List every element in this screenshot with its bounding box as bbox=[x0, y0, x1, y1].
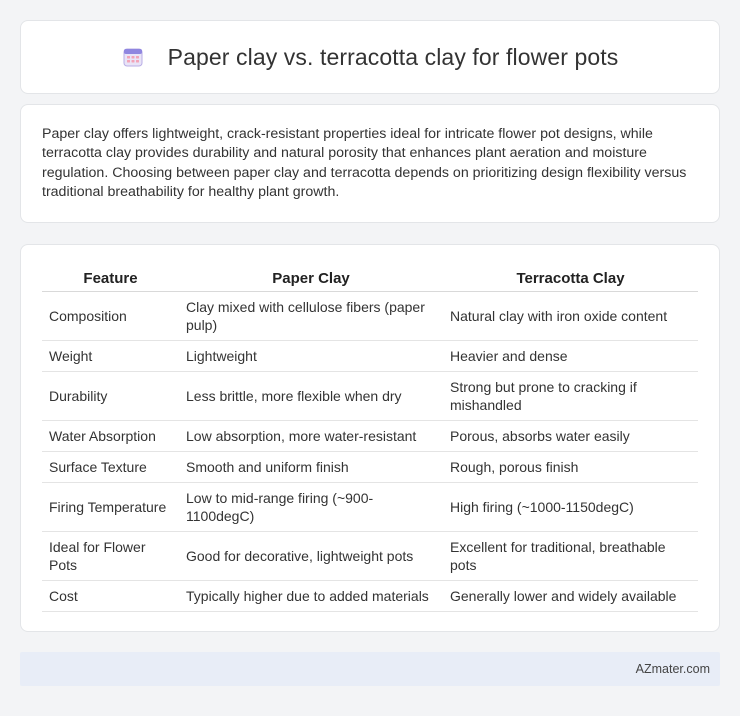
table-row bbox=[42, 482, 698, 531]
table-row bbox=[42, 420, 698, 451]
footer bbox=[20, 652, 720, 686]
feature-cell: Composition bbox=[42, 291, 179, 340]
feature-cell: Firing Temperature bbox=[42, 482, 179, 531]
table-row bbox=[42, 340, 698, 371]
header-paper-clay: Paper Clay bbox=[179, 263, 443, 291]
page-title: Paper clay vs. terracotta clay for flower pots bbox=[167, 43, 619, 70]
header-terracotta-clay: Terracotta Clay bbox=[443, 263, 698, 291]
paper-clay-cell: Less brittle, more flexible when dry bbox=[179, 371, 443, 420]
feature-cell: Surface Texture bbox=[42, 451, 179, 482]
feature-cell: Durability bbox=[42, 371, 179, 420]
summary-card bbox=[20, 104, 720, 223]
terracotta-cell: Excellent for traditional, breathable pots bbox=[443, 531, 698, 580]
terracotta-cell: Strong but prone to cracking if mishandled bbox=[443, 371, 698, 420]
terracotta-cell: High firing (~1000-1150degC) bbox=[443, 482, 698, 531]
terracotta-cell: Rough, porous finish bbox=[443, 451, 698, 482]
table-row bbox=[42, 371, 698, 420]
table-header-row bbox=[42, 263, 698, 291]
feature-cell: Water Absorption bbox=[42, 420, 179, 451]
paper-clay-cell: Low to mid-range firing (~900-1100degC) bbox=[179, 482, 443, 531]
comparison-table-card bbox=[20, 244, 720, 632]
table-row bbox=[42, 451, 698, 482]
calendar-icon bbox=[122, 46, 144, 68]
feature-cell: Weight bbox=[42, 340, 179, 371]
terracotta-cell: Heavier and dense bbox=[443, 340, 698, 371]
footer-brand: AZmater.com bbox=[635, 662, 710, 676]
terracotta-cell: Natural clay with iron oxide content bbox=[443, 291, 698, 340]
feature-cell: Cost bbox=[42, 580, 179, 611]
paper-clay-cell: Low absorption, more water-resistant bbox=[179, 420, 443, 451]
paper-clay-cell: Smooth and uniform finish bbox=[179, 451, 443, 482]
feature-cell: Ideal for Flower Pots bbox=[42, 531, 179, 580]
paper-clay-cell: Lightweight bbox=[179, 340, 443, 371]
terracotta-cell: Porous, absorbs water easily bbox=[443, 420, 698, 451]
summary-text: Paper clay offers lightweight, crack-resistant properties ideal for intricate flower pot designs, while terracotta clay provides durability and natural porosity that enhances plant aeration and moisture regulation. Choosing between paper clay and terracotta depends on prioritizing design flexibility versus traditional breathability for healthy plant growth. bbox=[42, 126, 687, 201]
paper-clay-cell: Good for decorative, lightweight pots bbox=[179, 531, 443, 580]
paper-clay-cell: Typically higher due to added materials bbox=[179, 580, 443, 611]
terracotta-cell: Generally lower and widely available bbox=[443, 580, 698, 611]
header-feature: Feature bbox=[42, 263, 179, 291]
table-row bbox=[42, 580, 698, 611]
title-card bbox=[20, 20, 720, 94]
table-row bbox=[42, 531, 698, 580]
comparison-table bbox=[42, 263, 698, 612]
paper-clay-cell: Clay mixed with cellulose fibers (paper pulp) bbox=[179, 291, 443, 340]
table-row bbox=[42, 291, 698, 340]
